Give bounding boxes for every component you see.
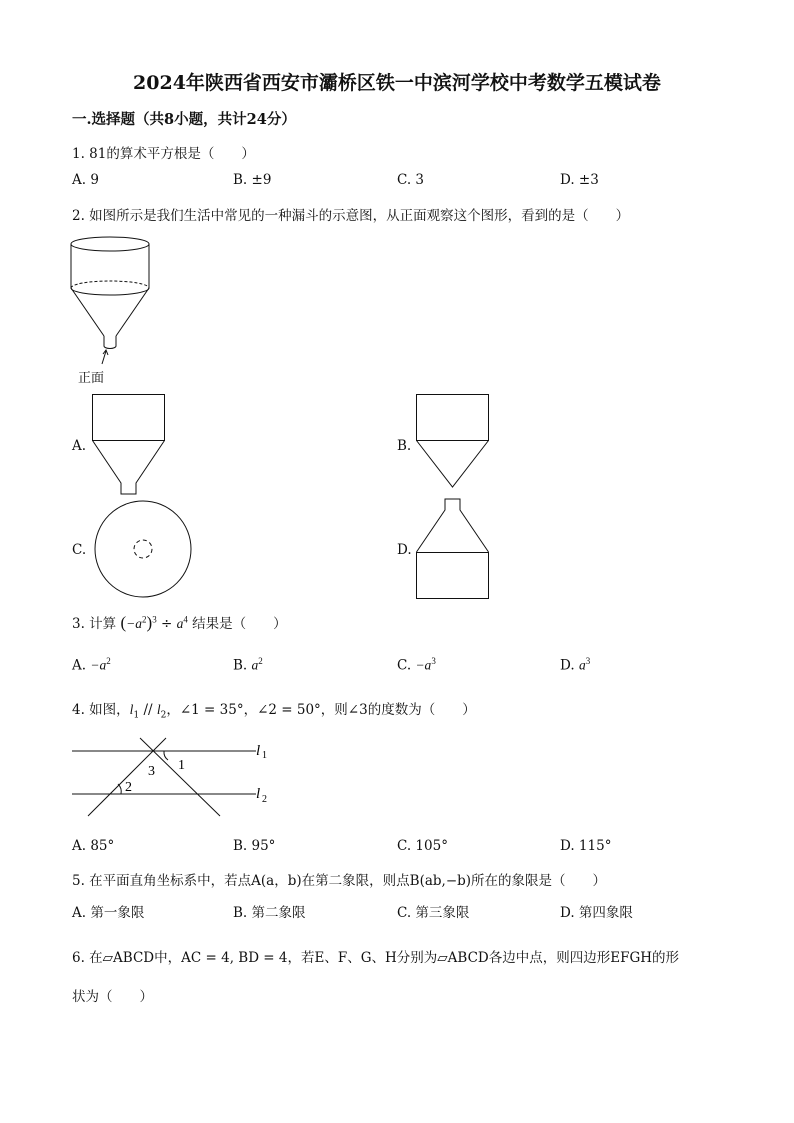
fig-angle-2: 2 (125, 780, 132, 795)
q3-option-d-base: a (578, 657, 586, 673)
q3-paren-close: ) (146, 613, 153, 632)
q3-paren-open: ( (120, 613, 127, 632)
q3-option-b[interactable] (233, 656, 263, 674)
q5-option-b[interactable]: B. 第二象限 (233, 905, 306, 921)
q5-option-c[interactable]: C. 第三象限 (397, 905, 470, 921)
q3-option-c-letter: C. (397, 657, 412, 674)
q4-option-a[interactable]: A. 85° (72, 838, 115, 854)
q3-divisor-exp: 4 (183, 614, 188, 625)
q3-option-d-letter: D. (560, 657, 575, 674)
q3-option-d[interactable] (560, 656, 590, 674)
fig-angle-3: 3 (148, 764, 155, 779)
q2-option-d-figure (416, 496, 490, 600)
q4-stem-b: ，∠1 = 35°，∠2 = 50°，则∠3的度数为（ ） (166, 702, 476, 718)
q2-option-a[interactable]: A. (72, 438, 87, 454)
fig-label-l2: l (256, 786, 261, 802)
q1-option-a[interactable]: A. 9 (72, 172, 99, 188)
q5-option-d[interactable]: D. 第四象限 (560, 905, 633, 921)
q5-option-a[interactable]: A. 第一象限 (72, 905, 145, 921)
q3-outer-exp: 3 (152, 614, 157, 625)
question-4-stem (72, 698, 476, 721)
q3-option-a[interactable] (72, 656, 111, 674)
q3-option-a-exp: 2 (106, 656, 111, 666)
q2-option-b[interactable]: B. (397, 438, 412, 454)
q4-l2-sub: 2 (160, 710, 167, 721)
q4-l1-sub: 1 (133, 710, 140, 721)
q1-option-b[interactable]: B. ±9 (233, 172, 272, 188)
q2-option-c-figure (92, 500, 196, 600)
q3-option-c-exp: 3 (431, 656, 436, 666)
funnel-figure (66, 232, 166, 357)
q3-option-b-exp: 2 (258, 656, 263, 666)
front-view-arrow (96, 348, 116, 368)
parallel-lines-figure (70, 736, 280, 818)
front-label: 正面 (78, 371, 105, 386)
section-heading: 一.选择题（共8小题，共计24分） (72, 111, 296, 128)
q3-option-b-letter: B. (233, 657, 248, 674)
q3-option-c-base: −a (415, 657, 432, 673)
q3-option-a-letter: A. (72, 657, 87, 674)
q1-option-c[interactable]: C. 3 (397, 172, 425, 188)
fig-angle-1: 1 (178, 758, 185, 773)
q3-div-sign: ÷ (160, 616, 173, 632)
q3-option-b-base: a (251, 657, 259, 673)
q4-option-d[interactable]: D. 115° (560, 838, 612, 854)
q1-option-d[interactable]: D. ±3 (560, 172, 599, 188)
q3-inner-exp: 2 (142, 614, 147, 625)
q2-option-b-figure (416, 394, 490, 496)
question-2-stem: 2. 如图所示是我们生活中常见的一种漏斗的示意图，从正面观察这个图形，看到的是（ ） (72, 208, 630, 224)
question-6-stem-line2: 状为（ ） (72, 989, 153, 1005)
q2-option-d[interactable]: D. (397, 542, 412, 558)
q3-option-d-exp: 3 (585, 656, 591, 666)
q4-stem-a: 4. 如图， (72, 702, 130, 718)
q4-option-c[interactable]: C. 105° (397, 838, 448, 854)
q3-option-a-base: −a (90, 657, 107, 673)
page-title: 2024年陕西省西安市灞桥区铁一中滨河学校中考数学五模试卷 (133, 72, 661, 94)
q4-option-b[interactable]: B. 95° (233, 838, 276, 854)
question-5-stem: 5. 在平面直角坐标系中，若点A(a，b)在第二象限，则点B(ab,−b)所在的象限是（ ） (72, 873, 607, 889)
q4-l1: l (129, 702, 134, 717)
q3-divisor: a (176, 616, 184, 631)
question-1-stem: 1. 81的算术平方根是（ ） (72, 146, 255, 162)
q3-stem-suffix: 结果是（ ） (192, 616, 287, 632)
q2-option-c[interactable]: C. (72, 542, 87, 558)
q3-option-c[interactable] (397, 656, 436, 674)
fig-label-l2-sub: 2 (262, 794, 267, 805)
question-6-stem-line1: 6. 在▱ABCD中，AC = 4, BD = 4，若E、F、G、H分别为▱ABCD各边中点，则四边形EFGH的形 (72, 950, 680, 966)
fig-label-l1: l (256, 743, 261, 759)
q2-option-a-figure (92, 394, 166, 496)
q4-l2: l (156, 702, 161, 717)
question-3-stem (72, 612, 287, 633)
q3-inner-base: −a (126, 616, 143, 631)
q3-stem-prefix: 3. 计算 (72, 616, 117, 632)
fig-label-l1-sub: 1 (262, 750, 267, 761)
q4-parallel: // (139, 702, 157, 718)
